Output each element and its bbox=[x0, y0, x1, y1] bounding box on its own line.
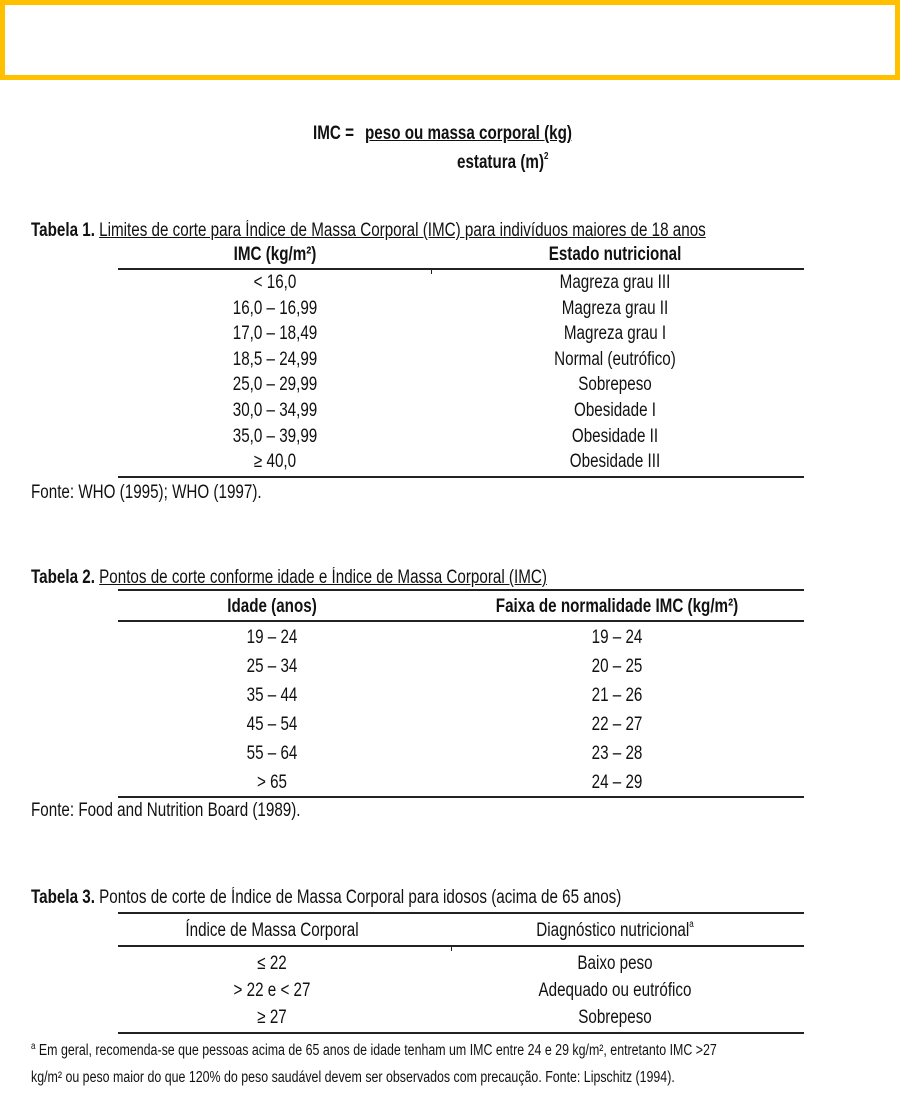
table-cell-value: Sobrepeso bbox=[578, 374, 652, 396]
table-2-top-rule bbox=[118, 589, 804, 591]
table-3-caption: Tabela 3. Pontos de corte de Índice de Massa Corporal para idosos (acima de 65 anos) bbox=[31, 887, 622, 908]
table-cell-range: 25,0 – 29,99 bbox=[232, 374, 318, 396]
highlight-banner bbox=[0, 0, 900, 80]
table-2-header-idade: Idade (anos) bbox=[227, 596, 317, 617]
table-cell-range: 25 – 34 bbox=[246, 656, 298, 677]
formula-numerator: peso ou massa corporal (kg) bbox=[365, 123, 572, 144]
table-cell-range: 16,0 – 16,99 bbox=[232, 297, 318, 319]
formula-lhs: IMC = bbox=[313, 123, 354, 144]
table-1-header-estado: Estado nutricional bbox=[548, 244, 682, 265]
formula-denominator: estatura $(m)^2$ bbox=[457, 151, 549, 173]
table-cell-range: ≥ 27 bbox=[257, 1007, 287, 1028]
table-cell-range: 55 – 64 bbox=[246, 743, 298, 764]
table-cell-value: Obesidade II bbox=[571, 425, 659, 447]
table-1-header-rule bbox=[118, 268, 804, 270]
table-cell-value: Obesidade I bbox=[574, 400, 656, 421]
table-cell-range: 18,5 – 24,99 bbox=[232, 348, 318, 370]
table-cell-range: 17,0 – 18,49 bbox=[232, 323, 318, 345]
table-cell-value: 22 – 27 bbox=[591, 714, 643, 735]
table-cell-value: 24 – 29 bbox=[591, 772, 643, 793]
table-cell-value: Obesidade III bbox=[569, 451, 661, 473]
table-1-header-imc: IMC (kg/m²) bbox=[233, 244, 317, 265]
table-cell-range: 35,0 – 39,99 bbox=[232, 425, 318, 447]
table-cell-value: 21 – 26 bbox=[591, 685, 643, 706]
table-cell-value: Magreza grau II bbox=[561, 297, 669, 319]
table-cell-range: 45 – 54 bbox=[246, 714, 298, 735]
table-cell-range: ≤ 22 bbox=[257, 953, 287, 974]
table-3-top-rule bbox=[118, 912, 804, 914]
table-1-bottom-rule bbox=[118, 476, 804, 478]
table-2-source: Fonte: Food and Nutrition Board (1989). bbox=[31, 800, 301, 821]
table-1-column-tick bbox=[431, 270, 432, 274]
table-cell-value: Baixo peso bbox=[577, 953, 653, 974]
table-cell-range: ≥ 40,0 bbox=[253, 451, 297, 473]
table-3-bottom-rule bbox=[118, 1032, 804, 1034]
table-3-footnote-line-1: $^a$ Em geral, recomenda-se que pessoas acima de 65 anos de idade tenham um IMC entre 24 e 29 kg/m², entretanto IMC >27 bbox=[31, 1041, 717, 1059]
table-cell-range: > 65 bbox=[256, 772, 288, 793]
table-2-caption: Tabela 2. Pontos de corte conforme idade e Índice de Massa Corporal (IMC) bbox=[31, 567, 547, 588]
table-cell-range: > 22 e < 27 bbox=[233, 980, 311, 1001]
table-cell-value: 20 – 25 bbox=[591, 656, 643, 677]
table-cell-range: 19 – 24 bbox=[246, 627, 298, 648]
table-2-header-faixa: Faixa de normalidade IMC (kg/m²) bbox=[495, 596, 739, 617]
table-3-column-tick bbox=[451, 947, 452, 951]
table-cell-value: Normal (eutrófico) bbox=[554, 348, 676, 370]
table-cell-range: < 16,0 bbox=[253, 272, 297, 293]
table-2-bottom-rule bbox=[118, 796, 804, 798]
table-1-source: Fonte: WHO (1995); WHO (1997). bbox=[31, 482, 262, 503]
table-cell-value: Sobrepeso bbox=[578, 1007, 652, 1028]
table-cell-value: Adequado ou eutrófico bbox=[538, 980, 692, 1001]
table-3-header-rule bbox=[118, 945, 804, 947]
table-1-caption: Tabela 1. Limites de corte para Índice de Massa Corporal (IMC) para indivíduos maiores de 18 anos bbox=[31, 220, 706, 241]
table-3-footnote-line-2: kg/m² ou peso maior do que 120% do peso saudável devem ser observados com precaução. Fonte: Lipschitz (1994). bbox=[31, 1069, 675, 1086]
table-cell-range: 30,0 – 34,99 bbox=[232, 400, 318, 421]
table-cell-range: 35 – 44 bbox=[246, 685, 298, 706]
table-2-header-rule bbox=[118, 620, 804, 622]
table-cell-value: Magreza grau III bbox=[559, 272, 671, 293]
table-cell-value: Magreza grau I bbox=[563, 323, 667, 345]
table-3-header-imc: Índice de Massa Corporal bbox=[185, 920, 359, 941]
table-cell-value: 23 – 28 bbox=[591, 743, 643, 764]
table-3-header-diagnostico: Diagnóstico nutricional$^a$ bbox=[536, 919, 694, 941]
table-cell-value: 19 – 24 bbox=[591, 627, 643, 648]
